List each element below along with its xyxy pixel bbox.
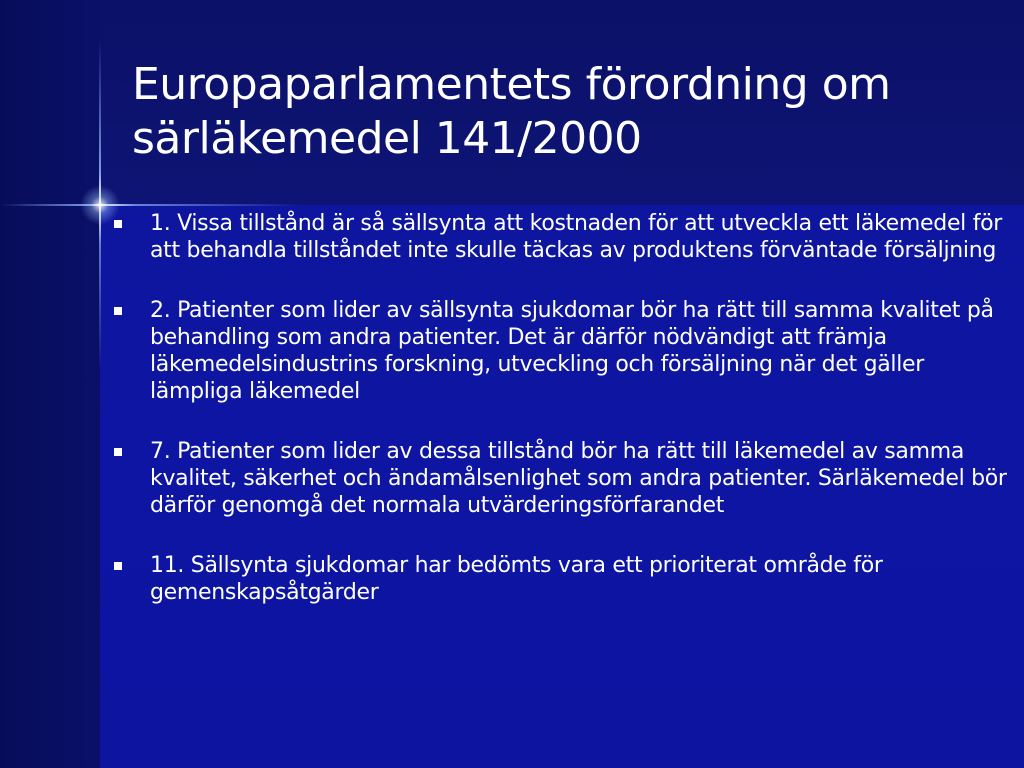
- bullet-text: 1. Vissa tillstånd är så sällsynta att kostnaden för att utveckla ett läkemedel för att behandla tillståndet inte skulle täckas av produktens förväntade försäljning: [150, 211, 1003, 263]
- slide-title-line-2: särläkemedel 141/2000: [132, 113, 642, 164]
- bullet-item: [112, 210, 1017, 264]
- bullet-list: [112, 210, 1017, 639]
- bullet-text: 7. Patienter som lider av dessa tillstånd bör ha rätt till läkemedel av samma kvalitet, säkerhet och ändamålsenlighet som andra patienter. Särläkemedel bör därför genomgå det normala utvärderingsförfarandet: [150, 439, 1007, 518]
- bullet-text: 2. Patienter som lider av sällsynta sjukdomar bör ha rätt till samma kvalitet på behandling som andra patienter. Det är därför nödvändigt att främja läkemedelsindustrins forskning, utveckling och försäljning när det gäller lämpliga läkemedel: [150, 298, 994, 404]
- square-bullet-icon: [114, 307, 122, 315]
- square-bullet-icon: [114, 220, 122, 228]
- bullet-item: [112, 552, 1017, 606]
- left-band: [0, 0, 100, 768]
- bullet-text: 11. Sällsynta sjukdomar har bedömts vara ett prioriterat område för gemenskapsåtgärder: [150, 553, 883, 605]
- horizontal-accent-line: [0, 204, 300, 206]
- bullet-item: [112, 438, 1017, 519]
- square-bullet-icon: [114, 448, 122, 456]
- slide-title-line-1: Europaparlamentets förordning om: [132, 59, 891, 110]
- slide-title: [132, 58, 992, 166]
- square-bullet-icon: [114, 562, 122, 570]
- bullet-item: [112, 297, 1017, 405]
